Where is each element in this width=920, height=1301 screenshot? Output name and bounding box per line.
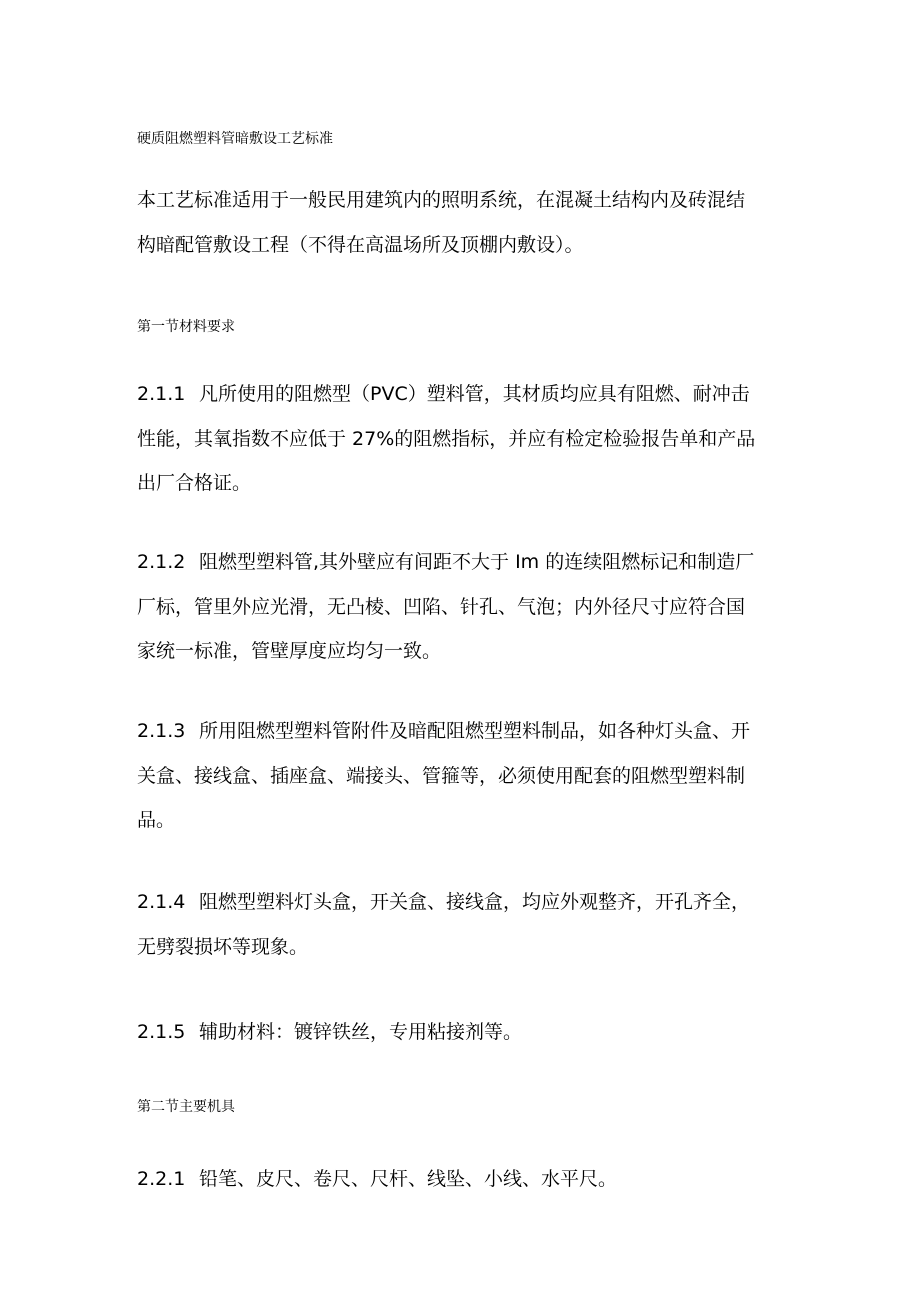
section-title-tools: 第二节主要机具	[137, 1099, 235, 1115]
clause-2-1-5	[137, 1010, 797, 1055]
section-title-materials: 第一节材料要求	[137, 319, 235, 335]
intro-line: 构暗配管敷设工程（不得在高温场所及顶棚内敷设）。	[137, 233, 584, 256]
clause-line: 出厂合格证。	[137, 472, 252, 494]
clause-2-1-1	[137, 372, 797, 506]
clause-line: 铅笔、皮尺、卷尺、尺杆、线坠、小线、水平尺。	[199, 1168, 618, 1190]
clause-line: 所用阻燃型塑料管附件及暗配阻燃型塑料制品，如各种灯头盒、开	[199, 720, 751, 742]
clause-2-1-3	[137, 709, 797, 843]
clause-line: 厂标，管里外应光滑，无凸棱、凹陷、针孔、气泡；内外径尺寸应符合国	[137, 595, 746, 618]
intro-line: 本工艺标准适用于一般民用建筑内的照明系统，在混凝土结构内及砖混结	[137, 189, 746, 211]
clause-line: 辅助材料：镀锌铁丝，专用粘接剂等。	[199, 1021, 523, 1043]
clause-number: 2.2.1	[137, 1168, 186, 1190]
clause-line: 品。	[137, 809, 176, 831]
clause-line: 关盒、接线盒、插座盒、端接头、管箍等，必须使用配套的阻燃型塑料制	[137, 764, 746, 787]
clause-line: 无劈裂损坏等现象。	[137, 935, 309, 958]
clause-number: 2.1.1	[137, 383, 186, 405]
clause-line: 阻燃型塑料管,其外壁应有间距不大于 Im 的连续阻燃标记和制造厂	[199, 551, 755, 573]
clause-2-2-1	[137, 1157, 797, 1202]
clause-line: 阻燃型塑料灯头盒，开关盒、接线盒，均应外观整齐，开孔齐全，	[199, 891, 751, 913]
clause-line: 家统一标准，管壁厚度应均匀一致。	[137, 640, 442, 662]
clause-number: 2.1.2	[137, 551, 186, 573]
clause-line: 性能，其氧指数不应低于 27%的阻燃指标，并应有检定检验报告单和产品	[137, 427, 756, 450]
clause-2-1-4	[137, 880, 797, 969]
clause-2-1-2	[137, 540, 797, 674]
clause-number: 2.1.4	[137, 891, 186, 913]
clause-number: 2.1.3	[137, 720, 186, 742]
clause-number: 2.1.5	[137, 1021, 186, 1043]
clause-line: 凡所使用的阻燃型（PVC）塑料管，其材质均应具有阻燃、耐冲击	[199, 383, 750, 405]
document-title: 硬质阻燃塑料管暗敷设工艺标准	[137, 131, 333, 147]
intro-paragraph	[137, 178, 797, 267]
